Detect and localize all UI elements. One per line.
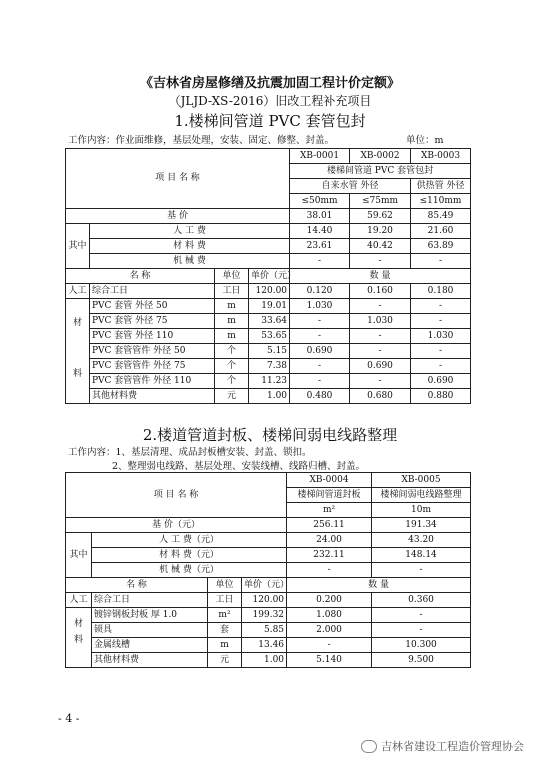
col-qty-header: 数 量 (290, 269, 471, 284)
item-cell: 楼梯间弱电线路整理 (372, 488, 471, 503)
material-fee-label: 材 料 费 (90, 239, 290, 254)
table-row (66, 374, 471, 389)
row-unit: m (215, 299, 249, 314)
labor-fee-cell: 19.20 (350, 224, 411, 239)
labor-fee-cell: 43.20 (372, 533, 471, 548)
labor-fee-cell: 14.40 (290, 224, 350, 239)
row-qty: - (290, 359, 350, 374)
table-row (66, 329, 471, 344)
row-price: 33.64 (249, 314, 290, 329)
row-unit: 元 (208, 653, 242, 668)
row-qty: - (287, 638, 372, 653)
watermark-brand (361, 738, 524, 754)
section2-table (65, 472, 471, 668)
row-qty: 9.500 (372, 653, 471, 668)
base-price-cell: 191.34 (372, 518, 471, 533)
row-unit: m (215, 329, 249, 344)
section1-work-content: 工作内容：作业面维修，基层处理，安装、固定、修整、封盖。 (68, 135, 335, 146)
subgroup-cell: 自来水管 外径 (290, 179, 411, 194)
section1-unit: 单位：m (406, 135, 444, 146)
base-price-label: 基 价 (66, 209, 290, 224)
among-label: 其中 (66, 533, 92, 578)
item-cell: 楼梯间管道封板 (287, 488, 372, 503)
row-name: PVC 套管管件 外径 75 (90, 359, 215, 374)
row-qty: 0.160 (350, 284, 411, 299)
row-price: 19.01 (249, 299, 290, 314)
material-group-bottom: 料 (73, 635, 83, 645)
row-qty: 0.880 (411, 389, 471, 404)
col-price-header: 单价（元） (242, 578, 287, 593)
row-name: 金属线槽 (92, 638, 208, 653)
book-title: 《吉林省房屋修缮及抗震加固工程计价定额》 (139, 76, 400, 91)
row-unit: 个 (215, 374, 249, 389)
row-name: PVC 套管管件 外径 110 (90, 374, 215, 389)
table-row (66, 389, 471, 404)
row-unit: 工日 (215, 284, 249, 299)
row-qty: - (372, 623, 471, 638)
base-price-cell: 256.11 (287, 518, 372, 533)
col-qty-header: 数 量 (287, 578, 471, 593)
table-row (66, 653, 471, 668)
row-name: PVC 套管管件 外径 50 (90, 344, 215, 359)
among-label: 其中 (66, 224, 90, 269)
base-price-cell: 85.49 (411, 209, 471, 224)
labor-fee-cell: 21.60 (411, 224, 471, 239)
row-qty: 0.120 (290, 284, 350, 299)
row-price: 120.00 (242, 593, 287, 608)
row-unit: 个 (215, 359, 249, 374)
item-name-header: 项 目 名 称 (66, 149, 290, 209)
row-price: 1.00 (242, 653, 287, 668)
row-name: PVC 套管 外径 110 (90, 329, 215, 344)
code-cell: XB-0001 (290, 149, 350, 164)
machine-fee-label: 机 械 费（元） (92, 563, 287, 578)
material-fee-label: 材 料 费（元） (92, 548, 287, 563)
group-name-cell: 楼梯间管道 PVC 套管包封 (290, 164, 471, 179)
row-qty: - (350, 344, 411, 359)
row-name: 锁具 (92, 623, 208, 638)
code-cell: XB-0003 (411, 149, 471, 164)
row-name: 其他材料费 (92, 653, 208, 668)
code-cell: XB-0004 (287, 473, 372, 488)
table-row (66, 359, 471, 374)
row-price: 5.15 (249, 344, 290, 359)
row-price: 199.32 (242, 608, 287, 623)
col-unit-header: 单位 (215, 269, 249, 284)
material-fee-cell: 63.89 (411, 239, 471, 254)
row-price: 7.38 (249, 359, 290, 374)
row-name: 其他材料费 (90, 389, 215, 404)
machine-fee-label: 机 械 费 (90, 254, 290, 269)
machine-fee-cell: - (411, 254, 471, 269)
machine-fee-cell: - (290, 254, 350, 269)
row-unit: 工日 (208, 593, 242, 608)
row-qty: 0.690 (290, 344, 350, 359)
item-name-header: 项 目 名 称 (66, 473, 287, 518)
table-row (66, 314, 471, 329)
subgroup-cell: 供热管 外径 (411, 179, 471, 194)
labor-group-label: 人工 (66, 593, 92, 608)
row-unit: 个 (215, 344, 249, 359)
material-fee-cell: 40.42 (350, 239, 411, 254)
machine-fee-cell: - (372, 563, 471, 578)
row-qty: - (411, 299, 471, 314)
row-qty: 1.030 (350, 314, 411, 329)
size-cell: ≤110mm (411, 194, 471, 209)
machine-fee-cell: - (350, 254, 411, 269)
table-row (66, 593, 471, 608)
brand-text: 吉林省建设工程造价管理协会 (381, 740, 524, 753)
row-price: 1.00 (249, 389, 290, 404)
row-qty: - (350, 329, 411, 344)
section2-title: 2.楼道管道封板、楼梯间弱电线路整理 (142, 426, 398, 444)
row-name: 镀锌钢板封板 厚 1.0 (92, 608, 208, 623)
row-qty: 0.200 (287, 593, 372, 608)
row-unit: m (208, 638, 242, 653)
code-cell: XB-0002 (350, 149, 411, 164)
base-price-label: 基 价（元） (66, 518, 287, 533)
size-cell: ≤75mm (350, 194, 411, 209)
row-name: 综合工日 (90, 284, 215, 299)
row-price: 120.00 (249, 284, 290, 299)
unit-cell: 10m (372, 503, 471, 518)
chat-bubble-icon (361, 740, 377, 753)
row-qty: - (290, 329, 350, 344)
row-name: 综合工日 (92, 593, 208, 608)
machine-fee-cell: - (287, 563, 372, 578)
row-qty: 0.680 (350, 389, 411, 404)
row-unit: 元 (215, 389, 249, 404)
labor-group-label: 人工 (66, 284, 90, 299)
unit-cell: m² (287, 503, 372, 518)
base-price-cell: 38.01 (290, 209, 350, 224)
row-qty: 0.180 (411, 284, 471, 299)
section2-work-content-2: 2、整理弱电线路、基层处理、安装线槽、线路归槽、封盖。 (112, 461, 366, 472)
labor-fee-cell: 24.00 (287, 533, 372, 548)
page-number: - 4 - (58, 712, 80, 725)
row-price: 53.65 (249, 329, 290, 344)
material-fee-cell: 23.61 (290, 239, 350, 254)
row-qty: - (290, 314, 350, 329)
col-name-header: 名 称 (66, 578, 208, 593)
table-row (66, 638, 471, 653)
table-row (66, 608, 471, 623)
row-qty: 0.480 (290, 389, 350, 404)
table-row (66, 344, 471, 359)
book-subtitle: （JLJD-XS-2016）旧改工程补充项目 (168, 94, 372, 108)
row-qty: 1.030 (411, 329, 471, 344)
row-qty: 1.080 (287, 608, 372, 623)
row-qty: 10.300 (372, 638, 471, 653)
material-group-top: 材 (72, 318, 82, 328)
row-qty: 1.030 (290, 299, 350, 314)
material-fee-cell: 232.11 (287, 548, 372, 563)
base-price-cell: 59.62 (350, 209, 411, 224)
row-unit: m (215, 314, 249, 329)
material-group-label (66, 608, 92, 668)
row-qty: - (411, 344, 471, 359)
labor-fee-label: 人 工 费（元） (92, 533, 287, 548)
code-cell: XB-0005 (372, 473, 471, 488)
row-qty: 0.360 (372, 593, 471, 608)
row-qty: - (411, 359, 471, 374)
col-price-header: 单价（元） (249, 269, 290, 284)
row-qty: - (290, 374, 350, 389)
material-group-bottom: 料 (72, 369, 82, 379)
row-name: PVC 套管 外径 50 (90, 299, 215, 314)
row-price: 13.46 (242, 638, 287, 653)
row-qty: 5.140 (287, 653, 372, 668)
row-qty: - (411, 314, 471, 329)
row-qty: 2.000 (287, 623, 372, 638)
section1-table (65, 148, 471, 404)
material-group-top: 材 (73, 619, 83, 629)
row-name: PVC 套管 外径 75 (90, 314, 215, 329)
row-qty: - (350, 299, 411, 314)
row-unit: 套 (208, 623, 242, 638)
col-name-header: 名 称 (66, 269, 215, 284)
row-qty: - (372, 608, 471, 623)
col-unit-header: 单位 (208, 578, 242, 593)
size-cell: ≤50mm (290, 194, 350, 209)
row-qty: 0.690 (350, 359, 411, 374)
row-price: 5.85 (242, 623, 287, 638)
row-price: 11.23 (249, 374, 290, 389)
table-row (66, 299, 471, 314)
table-row (66, 284, 471, 299)
table-row (66, 623, 471, 638)
section1-title: 1.楼梯间管道 PVC 套管包封 (174, 112, 366, 130)
material-group-label (66, 299, 90, 404)
row-qty: 0.690 (411, 374, 471, 389)
section2-work-content-1: 工作内容：1、基层清理、成品封板槽安装、封盖、锁扣。 (68, 447, 312, 458)
row-qty: - (350, 374, 411, 389)
row-unit: m² (208, 608, 242, 623)
material-fee-cell: 148.14 (372, 548, 471, 563)
labor-fee-label: 人 工 费 (90, 224, 290, 239)
